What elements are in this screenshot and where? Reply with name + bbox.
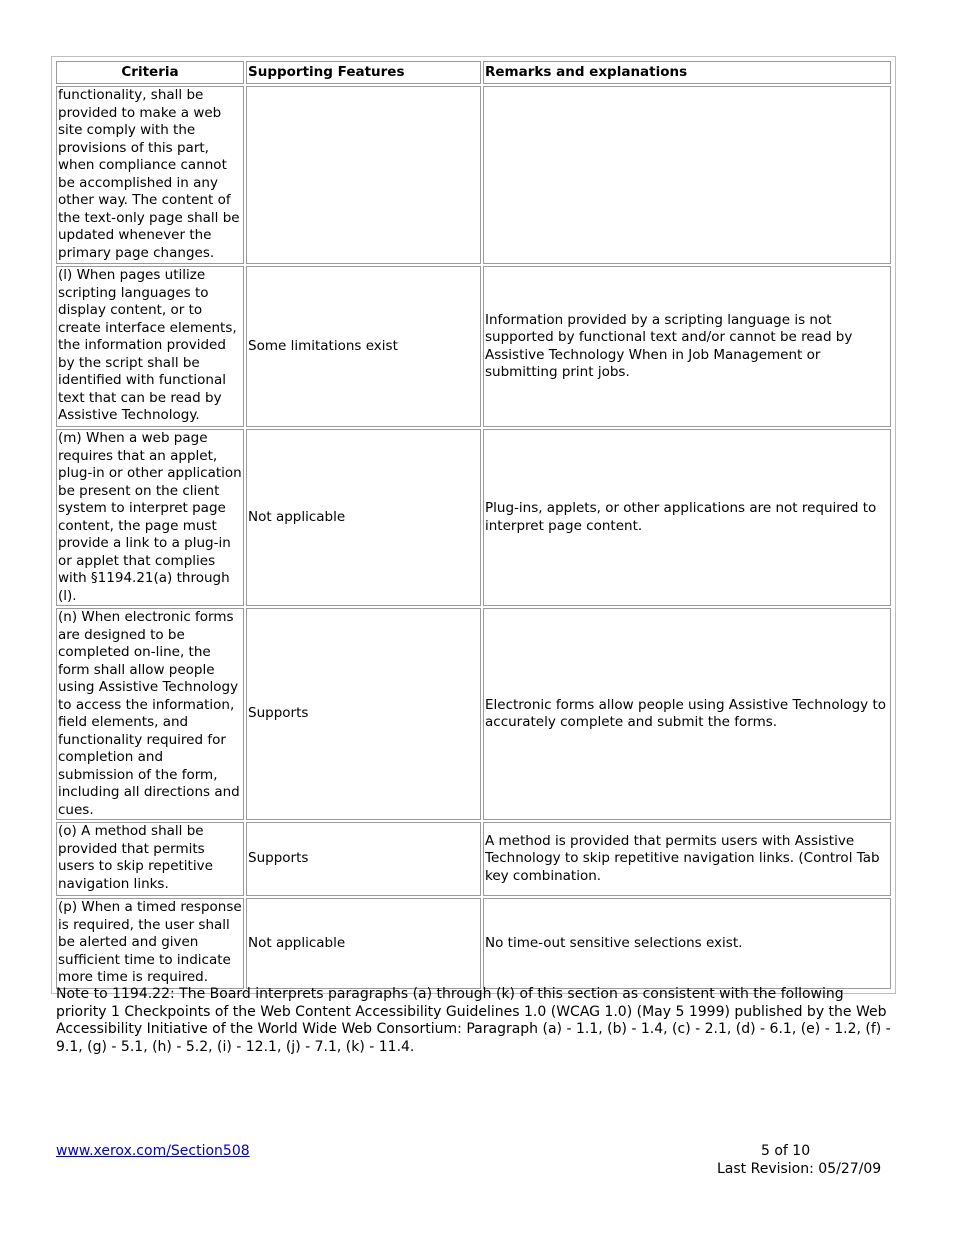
criteria-cell: (o) A method shall be provided that permits users to skip repetitive navigation links. — [56, 822, 244, 896]
last-revision: Last Revision: 05/27/09 — [717, 1161, 882, 1177]
remarks-cell: No time-out sensitive selections exist. — [483, 898, 891, 989]
table-header-row — [56, 61, 891, 84]
table-row — [56, 86, 891, 264]
remarks-header: Remarks and explanations — [483, 61, 891, 84]
table-row — [56, 266, 891, 427]
section508-table-frame — [51, 56, 896, 994]
supporting-features-header: Supporting Features — [246, 61, 481, 84]
features-cell — [246, 86, 481, 264]
features-cell: Supports — [246, 608, 481, 820]
page-number: 5 of 10 — [761, 1143, 811, 1159]
table-row — [56, 429, 891, 606]
features-cell: Not applicable — [246, 429, 481, 606]
features-cell: Not applicable — [246, 898, 481, 989]
features-cell: Supports — [246, 822, 481, 896]
criteria-cell: (l) When pages utilize scripting languages to display content, or to create interface elements, the information provided by the script shall be identified with functional text that can be read by Assistive Technology. — [56, 266, 244, 427]
remarks-cell: Plug-ins, applets, or other applications are not required to interpret page content. — [483, 429, 891, 606]
remarks-cell: A method is provided that permits users with Assistive Technology to skip repetitive navigation links. (Control Tab key combination. — [483, 822, 891, 896]
criteria-cell: (p) When a timed response is required, the user shall be alerted and given sufficient time to indicate more time is required. — [56, 898, 244, 989]
section508-table — [54, 59, 893, 991]
remarks-cell: Information provided by a scripting language is not supported by functional text and/or cannot be read by Assistive Technology When in Job Management or submitting print jobs. — [483, 266, 891, 427]
wcag-note: Note to 1194.22: The Board interprets paragraphs (a) through (k) of this section as consistent with the following priority 1 Checkpoints of the Web Content Accessibility Guidelines 1.0 (WCAG 1.0) (May 5 1999) published by the Web Accessibility Initiative of the World Wide Web Consortium: Paragraph (a) - 1.1, (b) - 1.4, (c) - 2.1, (d) - 6.1, (e) - 1.2, (f) - 9.1, (g) - 5.1, (h) - 5.2, (i) - 12.1, (j) - 7.1, (k) - 11.4. — [56, 986, 891, 1055]
table-row — [56, 608, 891, 820]
remarks-cell — [483, 86, 891, 264]
criteria-cell: (n) When electronic forms are designed to be completed on-line, the form shall allow people using Assistive Technology to access the information, field elements, and functionality required for completion and submission of the form, including all directions and cues. — [56, 608, 244, 820]
remarks-cell: Electronic forms allow people using Assistive Technology to accurately complete and submit the forms. — [483, 608, 891, 820]
section508-link[interactable]: www.xerox.com/Section508 — [56, 1143, 250, 1159]
table-row — [56, 898, 891, 989]
criteria-cell: functionality, shall be provided to make a web site comply with the provisions of this part, when compliance cannot be accomplished in any other way. The content of the text-only page shall be updated whenever the primary page changes. — [56, 86, 244, 264]
features-cell: Some limitations exist — [246, 266, 481, 427]
table-row — [56, 822, 891, 896]
criteria-cell: (m) When a web page requires that an applet, plug-in or other application be present on the client system to interpret page content, the page must provide a link to a plug-in or applet that complies with §1194.21(a) through (l). — [56, 429, 244, 606]
criteria-header: Criteria — [56, 61, 244, 84]
